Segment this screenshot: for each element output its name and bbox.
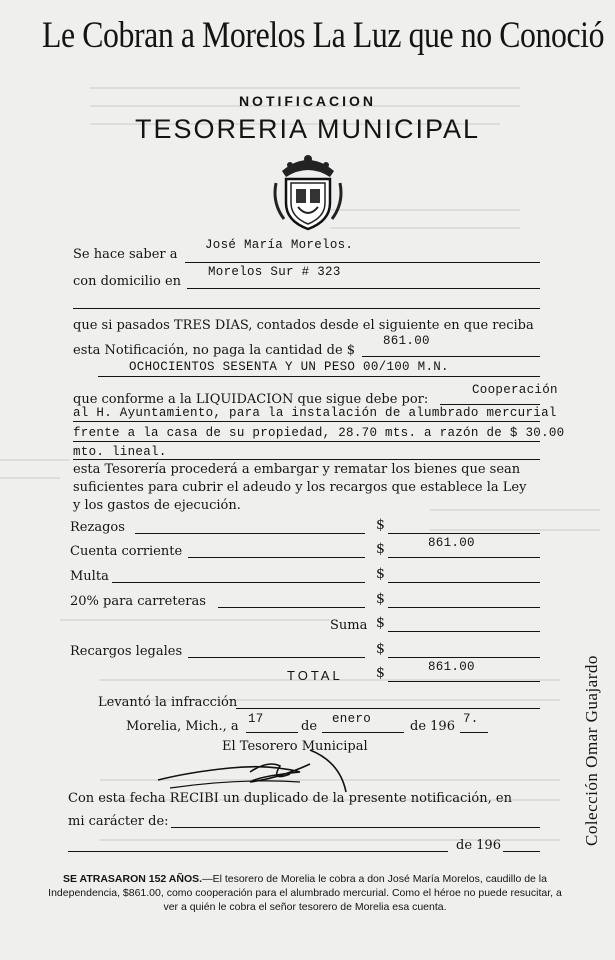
headline: Le Cobran a Morelos La Luz que no Conoció <box>42 15 605 56</box>
de-label: de <box>301 719 318 734</box>
multa-line <box>112 582 365 583</box>
concept-line-3: mto. lineal. <box>73 445 167 459</box>
total-dollar: $ <box>376 665 385 681</box>
addressee-name: José María Morelos. <box>205 238 354 252</box>
concept-line-2: frente a la casa de su propiedad, 28.70 mts. a razón de $ 30.00 <box>73 426 565 440</box>
amount-line: esta Notificación, no paga la cantidad de $ <box>73 343 356 358</box>
multa-amount-line <box>388 582 540 583</box>
month-value: enero <box>332 712 372 726</box>
domicilio-label: con domicilio en <box>73 274 182 289</box>
total-amount-line <box>388 681 540 682</box>
cuenta-amount-line <box>388 557 540 558</box>
year-line <box>460 732 488 733</box>
notice-office-title: TESORERIA MUNICIPAL <box>134 114 481 144</box>
deadline-line: que si pasados TRES DIAS, contados desde el siguiente en que reciba <box>73 318 534 333</box>
signature-scrawl <box>150 742 370 794</box>
recargos-dollar: $ <box>376 641 385 657</box>
levanto-line <box>236 708 540 709</box>
collection-credit: Colección Omar Guajardo <box>582 655 601 846</box>
cuenta-dollar: $ <box>376 541 385 557</box>
de196-label: de 196 <box>456 838 501 853</box>
embargo-paragraph-3: y los gastos de ejecución. <box>73 498 241 513</box>
rezagos-label: Rezagos <box>70 520 125 535</box>
amount-words-line <box>98 376 540 377</box>
de196-line <box>503 851 540 852</box>
year-digit: 7. <box>463 712 479 726</box>
address-extra-line <box>73 308 540 309</box>
embargo-paragraph-1: esta Tesorería procederá a embargar y rematar los bienes que sean <box>73 462 521 477</box>
total-label: TOTAL <box>287 668 343 683</box>
cuenta-value: 861.00 <box>428 536 475 550</box>
liquidacion-underline <box>440 404 540 405</box>
year-label: de 196 <box>410 719 455 734</box>
carreteras-label: 20% para carreteras <box>70 594 206 609</box>
amount-words: OCHOCIENTOS SESENTA Y UN PESO 00/100 M.N. <box>129 360 449 374</box>
cooperacion-value: Cooperación <box>472 383 558 397</box>
recargos-amount-line <box>388 657 540 658</box>
rezagos-amount-line <box>388 533 540 534</box>
cuenta-line <box>188 557 365 558</box>
suma-label: Suma <box>330 618 368 633</box>
liquidacion-line: que conforme a la LIQUIDACION que sigue debe por: <box>73 392 429 407</box>
embargo-paragraph-2: suficientes para cubrir el adeudo y los recargos que establece la Ley <box>73 480 527 495</box>
carreteras-amount-line <box>388 607 540 608</box>
date-line <box>68 851 448 852</box>
coat-of-arms-icon <box>272 153 344 231</box>
caption <box>40 872 570 914</box>
notice-kicker: NOTIFICACION <box>238 93 377 109</box>
suma-amount-line <box>388 631 540 632</box>
domicilio-value: Morelos Sur # 323 <box>208 265 341 279</box>
place-label: Morelia, Mich., a <box>126 719 239 734</box>
multa-label: Multa <box>70 569 109 584</box>
receipt-line: Con esta fecha RECIBI un duplicado de la presente notificación, en <box>68 791 512 806</box>
caption-lead: SE ATRASARON 152 AÑOS. <box>63 873 203 885</box>
concept-line-1: al H. Ayuntamiento, para la instalación de alumbrado mercurial <box>73 406 557 420</box>
carreteras-line <box>218 607 365 608</box>
total-value: 861.00 <box>428 660 475 674</box>
addressee-label: Se hace saber a <box>73 247 178 262</box>
month-line <box>322 732 404 733</box>
amount-value: 861.00 <box>383 334 430 348</box>
levanto-label: Levantó la infracción <box>98 695 238 710</box>
day-line <box>246 732 298 733</box>
rezagos-dollar: $ <box>376 517 385 533</box>
caracter-label: mi carácter de: <box>68 814 169 829</box>
day-value: 17 <box>248 712 264 726</box>
cuenta-corriente-label: Cuenta corriente <box>70 544 183 559</box>
concept-rule-2 <box>73 441 540 442</box>
addressee-line <box>185 262 540 263</box>
recargos-label: Recargos legales <box>70 644 183 659</box>
amount-underline <box>362 356 540 357</box>
recargos-line <box>188 657 365 658</box>
signer-title: El Tesorero Municipal <box>222 739 368 754</box>
multa-dollar: $ <box>376 566 385 582</box>
rezagos-line <box>135 533 365 534</box>
caption-text: —El tesorero de Morelia le cobra a don José María Morelos, caudillo de la Independencia, $861.00, como cooperación para el alumbrado mercurial. Como el héroe no puede resucitar, a ver a quién le cobra el señor tesorero de Morelia esa cuenta. <box>48 873 562 913</box>
suma-dollar: $ <box>376 615 385 631</box>
caracter-line <box>171 827 540 828</box>
concept-rule-1 <box>73 421 540 422</box>
carreteras-dollar: $ <box>376 591 385 607</box>
domicilio-line <box>187 288 540 289</box>
